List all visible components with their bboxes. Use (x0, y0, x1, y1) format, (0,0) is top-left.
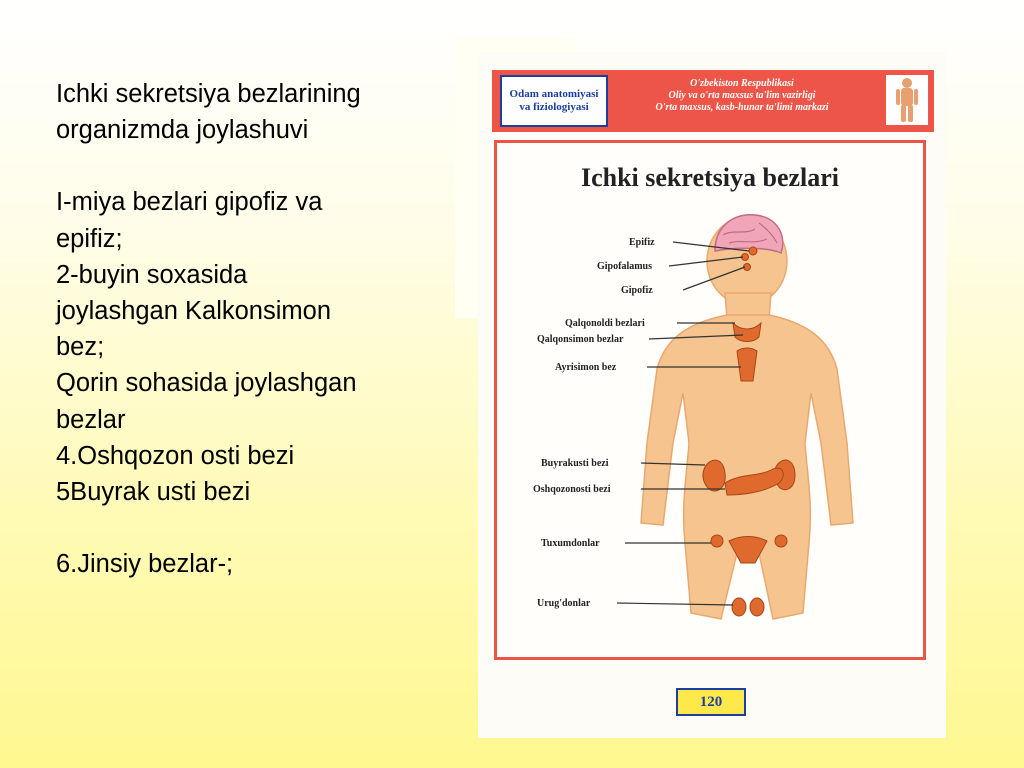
spacer (56, 510, 466, 546)
text-line: organizmda joylashuvi (56, 116, 309, 145)
label-urugdonlar: Urug'donlar (537, 598, 591, 609)
text-line: epifiz; (56, 224, 123, 253)
subject-line: Odam anatomiyasi (509, 88, 599, 101)
text-line: 4.Oshqozon osti bezi (56, 441, 295, 470)
ministry-text (612, 78, 872, 114)
text-line: 5Buyrak usti bezi (56, 478, 251, 507)
human-figure-icon (886, 75, 928, 125)
label-ayrisimon: Ayrisimon bez (555, 362, 617, 373)
label-qalqonsimon: Qalqonsimon bezlar (537, 334, 624, 345)
label-oshqozonosti: Oshqozonosti bezi (533, 484, 611, 495)
slide-text-block (56, 76, 466, 582)
label-gipofiz: Gipofiz (621, 285, 653, 296)
poster-title: Ichki sekretsiya bezlari (580, 163, 840, 192)
subject-box (500, 75, 608, 127)
text-line: joylashgan Kalkonsimon (56, 297, 331, 326)
text-line: bezlar (56, 405, 126, 434)
text-line: I-miya bezlari gipofiz va (56, 188, 323, 217)
poster-image (478, 52, 946, 738)
text-line: Ichki sekretsiya bezlarining (56, 80, 361, 108)
label-epifiz: Epifiz (629, 237, 655, 248)
ministry-line: O'rta maxsus, kasb-hunar ta'limi markazi (655, 102, 829, 113)
label-tuxumdonlar: Tuxumdonlar (541, 538, 600, 549)
page-number-badge: 120 (676, 688, 746, 716)
label-buyrakusti: Buyrakusti bezi (541, 458, 609, 469)
text-line: bez; (56, 333, 105, 362)
poster-header (492, 70, 934, 132)
text-line: 2-buyin soxasida (56, 260, 248, 289)
ministry-line: Oliy va o'rta maxsus ta'lim vazirligi (668, 90, 816, 101)
text-line: 6.Jinsiy bezlar-; (56, 550, 234, 579)
label-gipofalamus: Gipofalamus (597, 261, 653, 272)
text-line: Qorin sohasida joylashgan (56, 369, 357, 398)
label-qalqonoldi: Qalqonoldi bezlari (565, 318, 645, 329)
poster-frame (494, 140, 926, 660)
subject-line: va fiziologiyasi (519, 101, 589, 113)
spacer (56, 148, 466, 184)
ministry-line: O'zbekiston Respublikasi (690, 78, 794, 89)
body-illustration (497, 143, 923, 657)
